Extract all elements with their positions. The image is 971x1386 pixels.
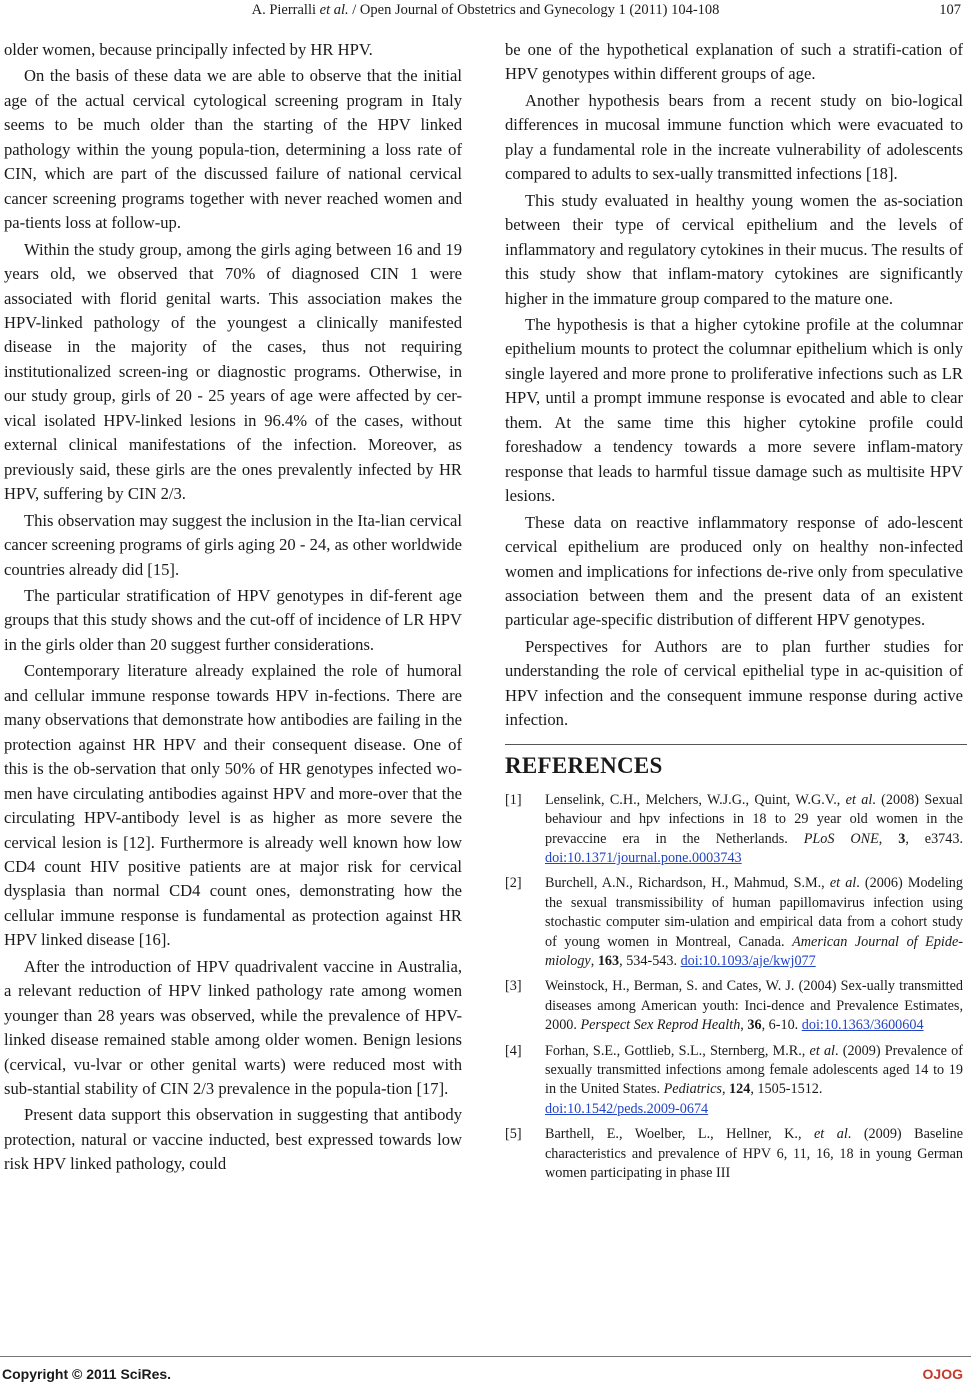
reference-title: . (2009) Prevalence of sexually transmitted infections among female adolescents aged 14 to 19 in the United States. [545, 1042, 963, 1098]
header-citation [0, 2, 971, 19]
paragraph: The hypothesis is that a higher cytokine profile at the columnar epithelium mounts to protect the columnar epithelium which is only single layered and more prone to proliferative infections such as LR HPV, until a prompt immune response is evocated and able to clear them. At the same time this higher cytokine profile could foreshadow a tendency towards a more severe inflam-matory response that leads to harmful tissue damage such as multisite HPV lesions. [505, 314, 963, 506]
paragraph: Within the study group, among the girls aging between 16 and 19 years old, we observed that 70% of diagnosed CIN 1 were associated with florid genital warts. This association makes the HPV-linked pathology of the youngest a clinically manifested disease in the majority of the cases, thus not requiring institutionalized screen-ing or diagnostic programs. Otherwise, in our study group, girls of 20 - 25 years of age were affected by cer-vical isolated HPV-linked lesions in 96.4% of the cases, without external clinical manifestations of the infection. Moreover, as previously said, these girls are the ones prevalently infected by HR HPV, suffering by CIN 2/3. [4, 239, 462, 504]
reference-number: [2] [505, 875, 522, 892]
reference-journal: American Journal of Epide-miology [545, 933, 963, 969]
copyright-notice: Copyright © 2011 SciRes. [2, 1366, 172, 1382]
reference-text [545, 1125, 963, 1183]
paragraph: Another hypothesis bears from a recent study on bio-logical differences in mucosal immune function which were evacuated to play a fundamental role in the increate vulnerability of adolescents compared to adults to sex-ually transmitted infections [18]. [505, 90, 963, 184]
paragraph: Present data support this observation in suggesting that antibody protection, natural or vaccine inducted, best expressed towards low risk HPV linked pathology, could [4, 1105, 462, 1174]
header-etal: et al. [319, 2, 349, 18]
reference-sep: , [878, 830, 899, 847]
reference-item [505, 1125, 963, 1183]
paragraph: be one of the hypothetical explanation of such a stratifi-cation of HPV genotypes within different groups of age. [505, 40, 963, 84]
reference-number: [1] [505, 791, 522, 808]
reference-number: [5] [505, 1126, 522, 1143]
reference-sep: , [740, 1017, 748, 1034]
doi-link[interactable]: doi:10.1093/aje/kwj077 [680, 952, 816, 969]
reference-list [505, 791, 963, 1184]
reference-text [545, 1042, 963, 1120]
reference-etal: et al [809, 1042, 835, 1059]
reference-authors: Weinstock, H., Berman, S. and Cates, W. J. (2004) Sex-ually transmitted diseases among American youth: Inci-dence and Prevalence Estimates, 2000. [545, 978, 963, 1034]
paragraph: Perspectives for Authors are to plan further studies for understanding the role of cervical epithelial type in ac-quisition of HPV infection and the consequent immune response during active infection. [505, 636, 963, 730]
reference-etal: et al [814, 1126, 848, 1143]
reference-text [545, 791, 963, 869]
page-footer [0, 1356, 971, 1383]
reference-title: . (2009) Baseline characteristics and prevalence of HPV 6, 11, 16, 18 in young German women participating in phase III [545, 1126, 963, 1181]
left-column [4, 38, 462, 1179]
header-authors: A. Pierralli [251, 2, 320, 18]
reference-volume: 36 [747, 1017, 762, 1034]
paragraph: These data on reactive inflammatory response of ado-lescent cervical epithelium are produced only on healthy non-infected women and implications for infections de-rive only from speculative association between them and the present data of an existent particular age-specific distribution of different HPV genotypes. [505, 512, 963, 630]
reference-pages: , e3743. [905, 830, 963, 847]
references-heading: REFERENCES [505, 752, 663, 778]
doi-link[interactable]: doi:10.1371/journal.pone.0003743 [545, 849, 742, 866]
reference-title: . (2008) Sexual behaviour and hpv infections in 18 to 29 year old women in the prevaccine era in the Netherlands. [545, 791, 963, 847]
reference-sep: , [590, 952, 598, 969]
paragraph: This study evaluated in healthy young women the as-sociation between their type of cervical epithelium and the levels of inflammatory and regulatory cytokines in their mucus. The results of this study show that inflam-matory cytokines are significantly higher in the immature group compared to the mature one. [505, 190, 963, 308]
paragraph: After the introduction of HPV quadrivalent vaccine in Australia, a relevant reduction of HPV linked pathology rate among women younger than 28 years was observed, while the prevalence of HPV-linked disease remained stable among older women. Benign lesions (cervical, vu-lvar or other genital warts) were reduced most with sub-stantial stability of CIN 2/3 prevalence in the popula-tion [17]. [4, 956, 462, 1099]
reference-journal: Pediatrics [663, 1081, 722, 1098]
paragraph: Contemporary literature already explained the role of humoral and cellular immune response towards HPV in-fections. There are many observations that demonstrate how antibodies are failing in the protection against HR HPV and their consequent disease. One of this is the ob-servation that only 50% of HR genotypes infected wo-men have circulating antibodies against HPV and more-over that the circulating HPV-antibody level is as higher as more severe the cervical lesion is [12]. Furthermore is already well known how low CD4 count HIV positive patients are at major risk for cervical dysplasia than normal CD4 count ones, demonstrating how the cellular immune response is fundamental as protection against HR HPV linked disease [16]. [4, 661, 462, 950]
reference-pages: , 6-10. [761, 1017, 802, 1034]
paragraph: older women, because principally infected by HR HPV. [4, 40, 373, 59]
running-header [0, 2, 971, 22]
reference-volume: 124 [729, 1081, 751, 1098]
reference-number: [3] [505, 978, 522, 995]
reference-journal: PLoS ONE [803, 830, 879, 847]
reference-pages: , 1505-1512. [750, 1081, 823, 1098]
journal-abbreviation: OJOG [922, 1366, 963, 1382]
reference-item [505, 874, 963, 971]
paragraph: On the basis of these data we are able to observe that the initial age of the actual cervical cytological screening program in Italy seems to be much older than the starting of the HPV linked pathology within the young popula-tion, determining a loss rate of CIN, which are part of the discussed failure of national cervical cancer screening programs together with never reached women and pa-tients loss at follow-up. [4, 66, 462, 233]
section-divider [505, 744, 967, 745]
reference-item [505, 791, 963, 869]
reference-title: . (2006) Modeling the sexual transmissibility of human papillomavirus infection using stochastic computer sim-ulation and empirical data from a cohort study of young women in Montreal, Canada. [545, 875, 963, 950]
page-number: 107 [939, 2, 961, 18]
reference-number: [4] [505, 1042, 522, 1059]
doi-link[interactable]: doi:10.1542/peds.2009-0674 [545, 1100, 709, 1117]
header-journal: / Open Journal of Obstetrics and Gynecology 1 (2011) 104-108 [348, 2, 720, 18]
reference-volume: 163 [597, 952, 620, 969]
right-column [505, 38, 963, 1189]
reference-sep: , [721, 1081, 730, 1098]
reference-item [505, 977, 963, 1035]
reference-authors: Burchell, A.N., Richardson, H., Mahmud, S.M., [545, 875, 830, 892]
paragraph: This observation may suggest the inclusion in the Ita-lian cervical cancer screening programs of girls aging 20 - 24, as other worldwide countries already did [15]. [4, 510, 462, 579]
reference-item [505, 1042, 963, 1120]
doi-link[interactable]: doi:10.1363/3600604 [801, 1017, 924, 1034]
reference-volume: 3 [898, 830, 906, 847]
reference-pages: , 534-543. [619, 952, 681, 969]
reference-etal: et al [845, 791, 873, 808]
reference-text [545, 977, 963, 1035]
paragraph: The particular stratification of HPV genotypes in dif-ferent age groups that this study shows and the cut-off of incidence of LR HPV in the girls older than 20 suggest further considerations. [4, 585, 462, 654]
reference-authors: Barthell, E., Woelber, L., Hellner, K., [545, 1126, 814, 1143]
reference-etal: et al [829, 875, 857, 892]
reference-text [545, 874, 963, 971]
reference-authors: Lenselink, C.H., Melchers, W.J.G., Quint, W.G.V., [545, 791, 846, 808]
reference-journal: Perspect Sex Reprod Health [580, 1017, 741, 1034]
reference-authors: Forhan, S.E., Gottlieb, S.L., Sternberg, M.R., [545, 1042, 810, 1059]
